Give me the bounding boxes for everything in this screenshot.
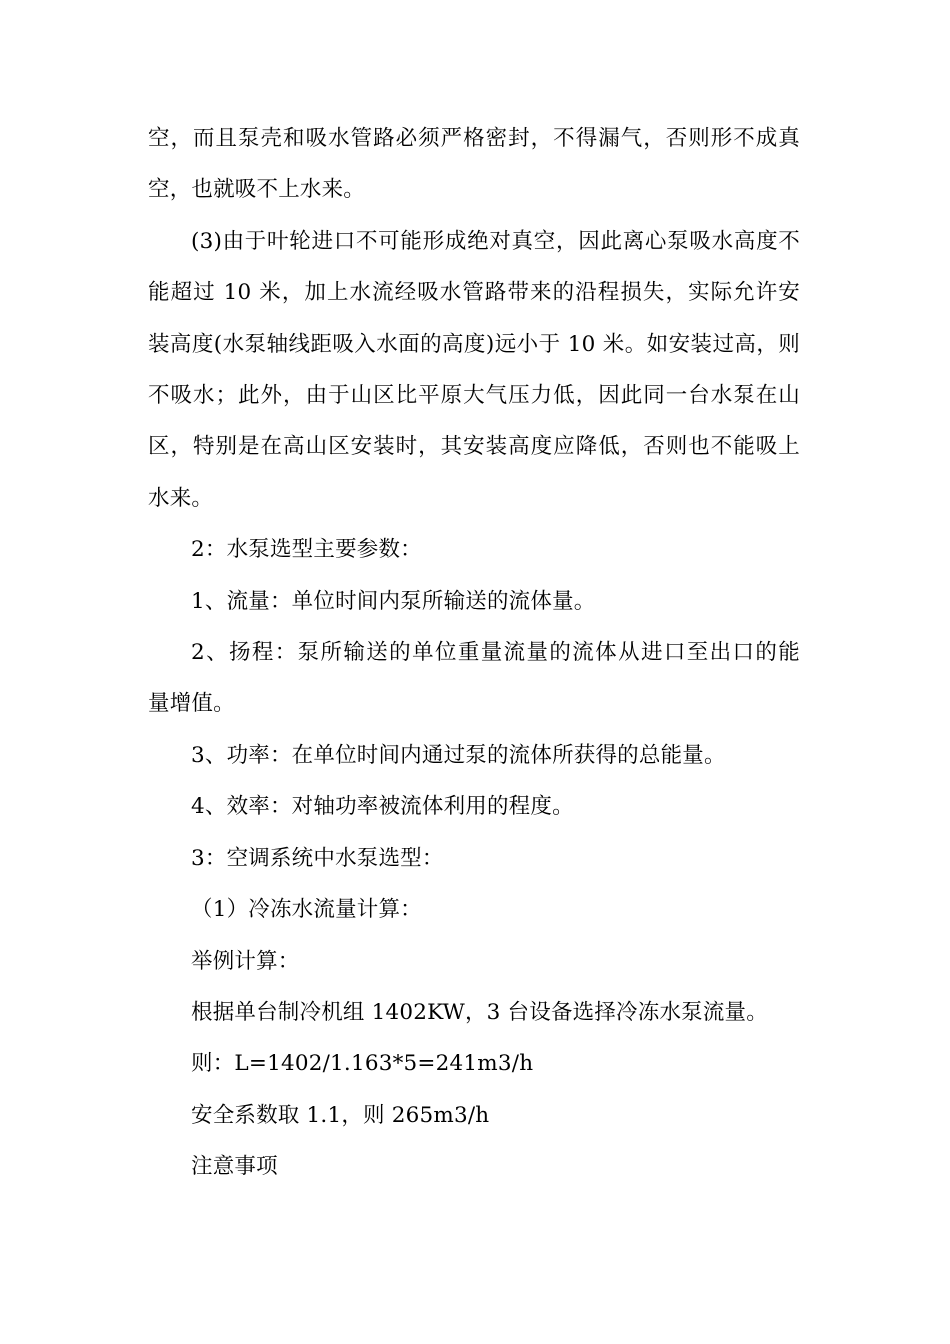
text-line: 根据单台制冷机组 1402KW，3 台设备选择冷冻水泵流量。 xyxy=(191,999,768,1025)
text-line: 区，特别是在高山区安装时，其安装高度应降低，否则也不能吸上 xyxy=(148,434,800,460)
section-heading-pump-parameters xyxy=(148,524,800,575)
text-line: 安全系数取 1.1，则 265m3/h xyxy=(191,1102,490,1128)
paragraph-seal-requirement xyxy=(148,113,800,216)
subheading-chilled-water-flow xyxy=(148,884,800,935)
text-line: 2、扬程：泵所输送的单位重量流量的流体从进口至出口的能 xyxy=(191,640,800,666)
text-line: 水来。 xyxy=(148,485,214,511)
text-line: 举例计算： xyxy=(191,948,300,974)
text-line: 3、功率：在单位时间内通过泵的流体所获得的总能量。 xyxy=(191,742,726,768)
text-line: 则：L=1402/1.163*5=241m3/h xyxy=(191,1051,534,1077)
text-line: 1、流量：单位时间内泵所输送的流体量。 xyxy=(191,588,596,614)
text-line: 空，也就吸不上水来。 xyxy=(148,177,366,203)
section-heading-pump-selection xyxy=(148,833,800,884)
text-line: 2：水泵选型主要参数： xyxy=(191,537,422,563)
text-line: 3：空调系统中水泵选型： xyxy=(191,845,444,871)
text-line: 注意事项 xyxy=(191,1154,278,1180)
notes-heading xyxy=(148,1141,800,1192)
document-body xyxy=(148,113,800,1193)
text-line: 空，而且泵壳和吸水管路必须严格密封，不得漏气，否则形不成真 xyxy=(148,126,800,151)
list-item-flow xyxy=(148,576,800,627)
text-line: 量增值。 xyxy=(148,691,235,717)
example-description xyxy=(148,987,800,1038)
text-line: 能超过 10 米，加上水流经吸水管路带来的沿程损失，实际允许安 xyxy=(148,280,800,306)
example-label xyxy=(148,936,800,987)
list-item-head xyxy=(148,627,800,730)
formula-line xyxy=(148,1038,800,1089)
safety-factor-line xyxy=(148,1090,800,1141)
text-line: (3)由于叶轮进口不可能形成绝对真空，因此离心泵吸水高度不 xyxy=(191,228,800,254)
text-line: 装高度(水泵轴线距吸入水面的高度)远小于 10 米。如安装过高，则 xyxy=(148,331,800,357)
paragraph-suction-height xyxy=(148,216,800,524)
text-line: （1）冷冻水流量计算： xyxy=(191,897,422,923)
list-item-efficiency xyxy=(148,781,800,832)
list-item-power xyxy=(148,730,800,781)
text-line: 不吸水；此外，由于山区比平原大气压力低，因此同一台水泵在山 xyxy=(148,383,800,409)
text-line: 4、效率：对轴功率被流体利用的程度。 xyxy=(191,794,574,820)
